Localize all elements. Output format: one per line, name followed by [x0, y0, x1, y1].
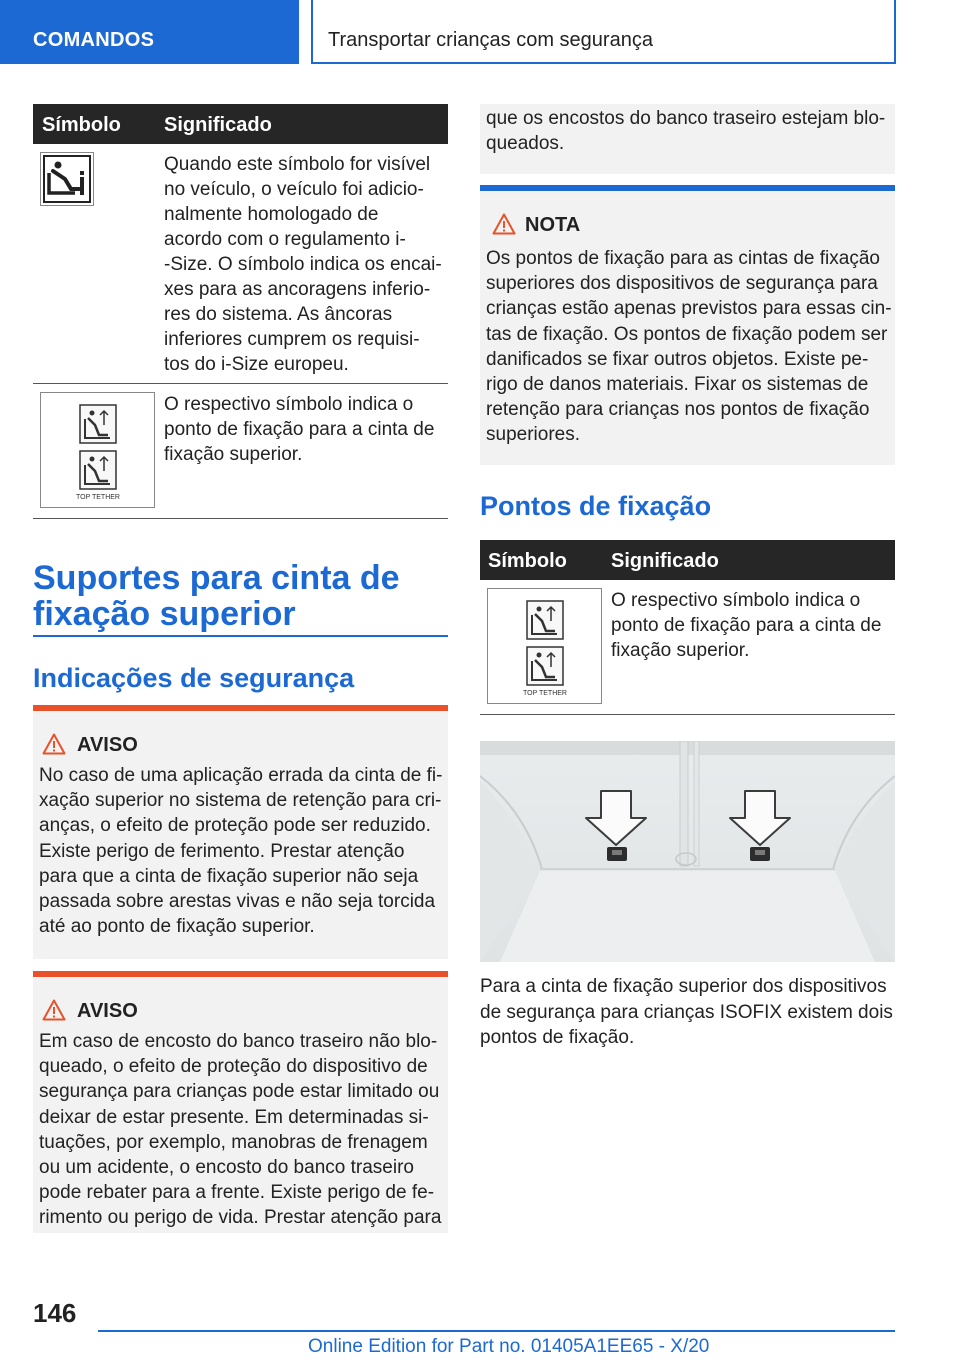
section-tab	[0, 0, 299, 64]
table-row	[33, 144, 448, 384]
col-meaning-header: Significado	[611, 550, 719, 572]
text-line: O respectivo símbolo indica o	[611, 590, 861, 611]
text-line: até ao ponto de fixação superior.	[39, 916, 315, 938]
isize-seat-icon	[40, 152, 94, 206]
section-title-line: Suportes para cinta de	[33, 559, 400, 597]
warning-box-continued	[480, 104, 895, 174]
text-line: Para a cinta de fixação superior dos dispositivos	[480, 976, 887, 997]
table-row	[480, 580, 895, 715]
text-line: retenção para crianças nos pontos de fixação	[486, 399, 870, 421]
row-meaning	[164, 152, 444, 377]
note-box	[480, 185, 895, 465]
warning-bar	[33, 705, 448, 711]
text-line: para que a cinta de fixação superior não seja	[39, 865, 419, 887]
footer-edition: Online Edition for Part no. 01405A1EE65 - X/20	[308, 1336, 710, 1357]
warning-title: AVISO	[77, 1000, 138, 1022]
section-title-line: fixação superior	[33, 595, 296, 633]
symbol-table-right	[480, 540, 895, 715]
text-line: fixação superior.	[611, 640, 750, 661]
text-line: Os pontos de fixação para as cintas de fixação	[486, 248, 880, 269]
chapter-label: Transportar crianças com segurança	[328, 29, 653, 51]
text-line: Quando este símbolo for visível	[164, 154, 431, 175]
text-line: rigo de danos materiais. Fixar os sistemas de	[486, 374, 869, 396]
text-line: queados.	[486, 133, 565, 155]
row-meaning	[164, 392, 444, 467]
text-line: O respectivo símbolo indica o	[164, 394, 414, 415]
text-line: de segurança para crianças ISOFIX existem dois	[480, 1001, 893, 1023]
top-tether-caption: TOP TETHER	[76, 494, 120, 501]
rear-seat-anchor-points-image	[480, 741, 895, 962]
subsection-title: Indicações de segurança	[33, 663, 355, 693]
top-tether-caption: TOP TETHER	[523, 690, 567, 697]
row-meaning	[611, 588, 891, 663]
section-title	[33, 560, 400, 632]
text-line: rimento ou perigo de vida. Prestar atenção para	[39, 1207, 442, 1229]
text-line: que os encostos do banco traseiro estejam blo-	[486, 108, 886, 129]
warning-text	[39, 763, 442, 939]
page-number: 146	[33, 1298, 77, 1328]
col-symbol-header: Símbolo	[42, 114, 121, 136]
text-line: Em caso de encosto do banco traseiro não blo-	[39, 1031, 438, 1052]
warning-text	[39, 1029, 441, 1231]
text-line: res do sistema. As âncoras	[164, 304, 393, 325]
caution-icon	[492, 213, 516, 235]
top-tether-icon	[487, 588, 602, 704]
top-tether-icon	[40, 392, 155, 508]
text-line: deixar de estar presente. Em determinadas si-	[39, 1106, 429, 1128]
col-meaning-header: Significado	[164, 114, 272, 136]
footer-divider	[98, 1330, 895, 1332]
text-line: fixação superior.	[164, 444, 303, 465]
text-line: pode rebater para a frente. Existe perigo de fe-	[39, 1182, 435, 1204]
warning-bar	[33, 971, 448, 977]
text-line: pontos de fixação.	[480, 1027, 635, 1048]
text-line: -Size. O símbolo indica os encai-	[164, 254, 442, 275]
warning-icon	[42, 733, 66, 755]
text-line: Existe perigo de ferimento. Prestar atenção	[39, 840, 405, 862]
image-caption	[480, 974, 893, 1051]
title-divider	[33, 635, 448, 637]
text-line: queado, o efeito de proteção do dispositivo de	[39, 1056, 428, 1078]
text-line: passada sobre arestas vivas e não seja torcida	[39, 891, 436, 913]
text-line: tas de fixação. Os pontos de fixação podem ser	[486, 323, 888, 345]
note-title: NOTA	[525, 214, 581, 236]
text-line: nalmente homologado de	[164, 204, 379, 225]
text-line: superiores.	[486, 424, 580, 446]
text-line: anças, o efeito de proteção pode ser reduzido.	[39, 815, 431, 837]
table-header	[33, 104, 448, 144]
note-bar	[480, 185, 895, 191]
warning-icon	[42, 999, 66, 1021]
text-line: danificados se fixar outros objetos. Existe pe-	[486, 348, 869, 370]
text-line: tos do i-Size europeu.	[164, 354, 349, 375]
text-line: No caso de uma aplicação errada da cinta de fi-	[39, 765, 443, 786]
text-line: ou um acidente, o encosto do banco traseiro	[39, 1157, 414, 1179]
warning-title: AVISO	[77, 734, 138, 756]
text-line: segurança para crianças pode estar limitado ou	[39, 1081, 440, 1103]
text-line: xes para as ancoragens inferio-	[164, 279, 431, 300]
warning-box	[33, 705, 448, 959]
text-line: superiores dos dispositivos de segurança para	[486, 273, 878, 295]
warning-text	[486, 106, 885, 156]
table-row	[33, 384, 448, 519]
text-line: tuações, por exemplo, manobras de frenagem	[39, 1131, 428, 1153]
text-line: no veículo, o veículo foi adicio-	[164, 179, 424, 200]
text-line: crianças estão apenas previstos para essas cin-	[486, 298, 892, 320]
text-line: ponto de fixação para a cinta de	[611, 615, 882, 636]
symbol-table-left	[33, 104, 448, 519]
note-text	[486, 246, 892, 448]
text-line: ponto de fixação para a cinta de	[164, 419, 435, 440]
table-header	[480, 540, 895, 580]
anchor-points-heading: Pontos de fixação	[480, 491, 712, 521]
chapter-tab	[311, 0, 896, 64]
col-symbol-header: Símbolo	[488, 550, 567, 572]
section-label: COMANDOS	[33, 29, 155, 51]
text-line: acordo com o regulamento i-	[164, 229, 406, 250]
text-line: inferiores cumprem os requisi-	[164, 329, 420, 350]
text-line: xação superior no sistema de retenção para cri-	[39, 790, 442, 812]
warning-box	[33, 971, 448, 1233]
